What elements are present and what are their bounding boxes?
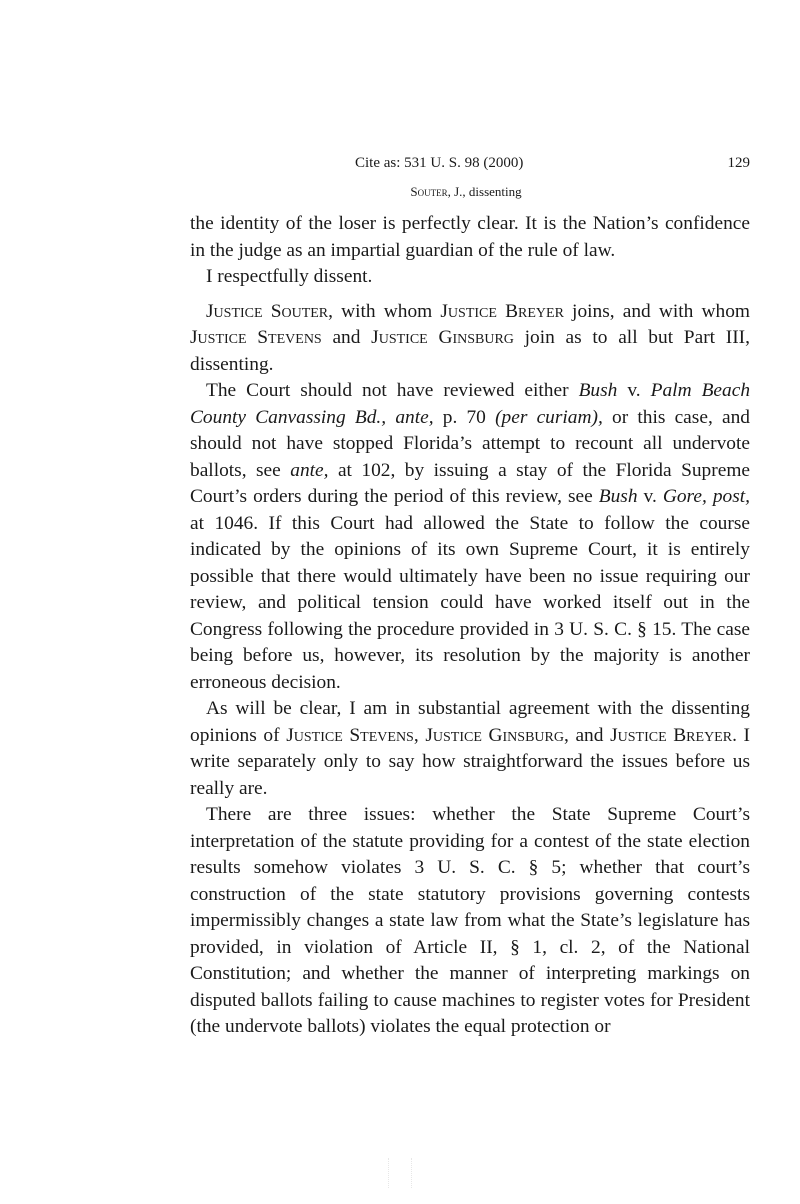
document-page <box>190 155 750 1041</box>
running-head <box>182 181 750 211</box>
page-number: 129 <box>727 155 750 171</box>
running-head-author: Souter <box>410 184 448 199</box>
text-run: v. <box>637 486 663 507</box>
text-run: , and <box>563 724 611 746</box>
text-run: v. <box>617 380 651 401</box>
text-run: The Court should not have reviewed either <box>206 380 579 401</box>
paragraph-3 <box>190 299 750 379</box>
case-name: Bush <box>598 486 638 507</box>
text-run: join as to all but Part III, dissenting. <box>190 327 750 375</box>
text-run: , <box>413 724 426 746</box>
running-head-label: , J., dissenting <box>447 184 522 199</box>
case-name: Gore, post, <box>662 486 751 507</box>
justice-name: Justice Breyer <box>440 300 564 322</box>
citation: Cite as: 531 U. S. 98 (2000) <box>355 155 524 171</box>
text-run: p. 70 <box>433 406 496 428</box>
justice-name: Justice Ginsburg <box>371 327 514 348</box>
case-name: Bush <box>578 380 618 401</box>
text-run: at 102, by issuing a stay of the Florida Supreme Court’s orders during the period of this review, see <box>190 459 751 507</box>
justice-name: Justice Ginsburg <box>425 724 564 746</box>
text-run: . I write separately only to say how straightforward the issues before us really are. <box>190 724 751 799</box>
text-run: or this case, and should not have stopped Florida’s attempt to recount all undervote ballots, see <box>190 406 750 481</box>
italic-phrase: ante, <box>290 459 329 481</box>
text-run: As will be clear, I am in substantial agreement with the dissenting opinions of <box>190 698 750 746</box>
paragraph-2: I respectfully dissent. <box>206 266 373 287</box>
text-run: joins, and with whom <box>563 300 750 322</box>
text-run: and <box>321 327 372 348</box>
page-header <box>190 155 750 181</box>
paragraph-5 <box>190 696 750 802</box>
opinion-body <box>190 211 750 1041</box>
justice-name: Justice Souter <box>206 300 329 322</box>
case-name: Palm Beach County Canvassing Bd., ante, <box>190 380 751 428</box>
justice-name: Justice Stevens <box>190 327 322 348</box>
italic-phrase: (per curiam), <box>495 406 603 428</box>
paragraph-4 <box>190 378 750 696</box>
text-run: at 1046. If this Court had allowed the State to follow the course indicated by the opinions of its own Supreme Court, it is entirely possible that there would ultimately have been no issue requiring our review, and political tension could have worked itself out in the Congress following the procedure provided in 3 U. S. C. § 15. The case being before us, however, its resolution by the majority is another erroneous decision. <box>190 512 750 693</box>
paragraph-1: the identity of the loser is perfectly clear. It is the Nation’s confidence in the judge as an impartial guardian of the rule of law. <box>190 213 750 261</box>
text-run: , with whom <box>328 300 441 322</box>
scan-mark <box>388 1158 412 1188</box>
justice-name: Justice Stevens <box>286 724 414 746</box>
justice-name: Justice Breyer <box>610 724 733 746</box>
paragraph-6: There are three issues: whether the State Supreme Court’s interpretation of the statute providing for a contest of the state election results somehow violates 3 U. S. C. § 5; whether that court’s construction of the state statutory provisions governing contests impermissibly changes a state law from what the State’s legislature has provided, in violation of Article II, § 1, cl. 2, of the National Constitution; and whether the manner of interpreting markings on disputed ballots failing to cause machines to register votes for President (the undervote ballots) violates the equal protection or <box>190 804 750 1037</box>
